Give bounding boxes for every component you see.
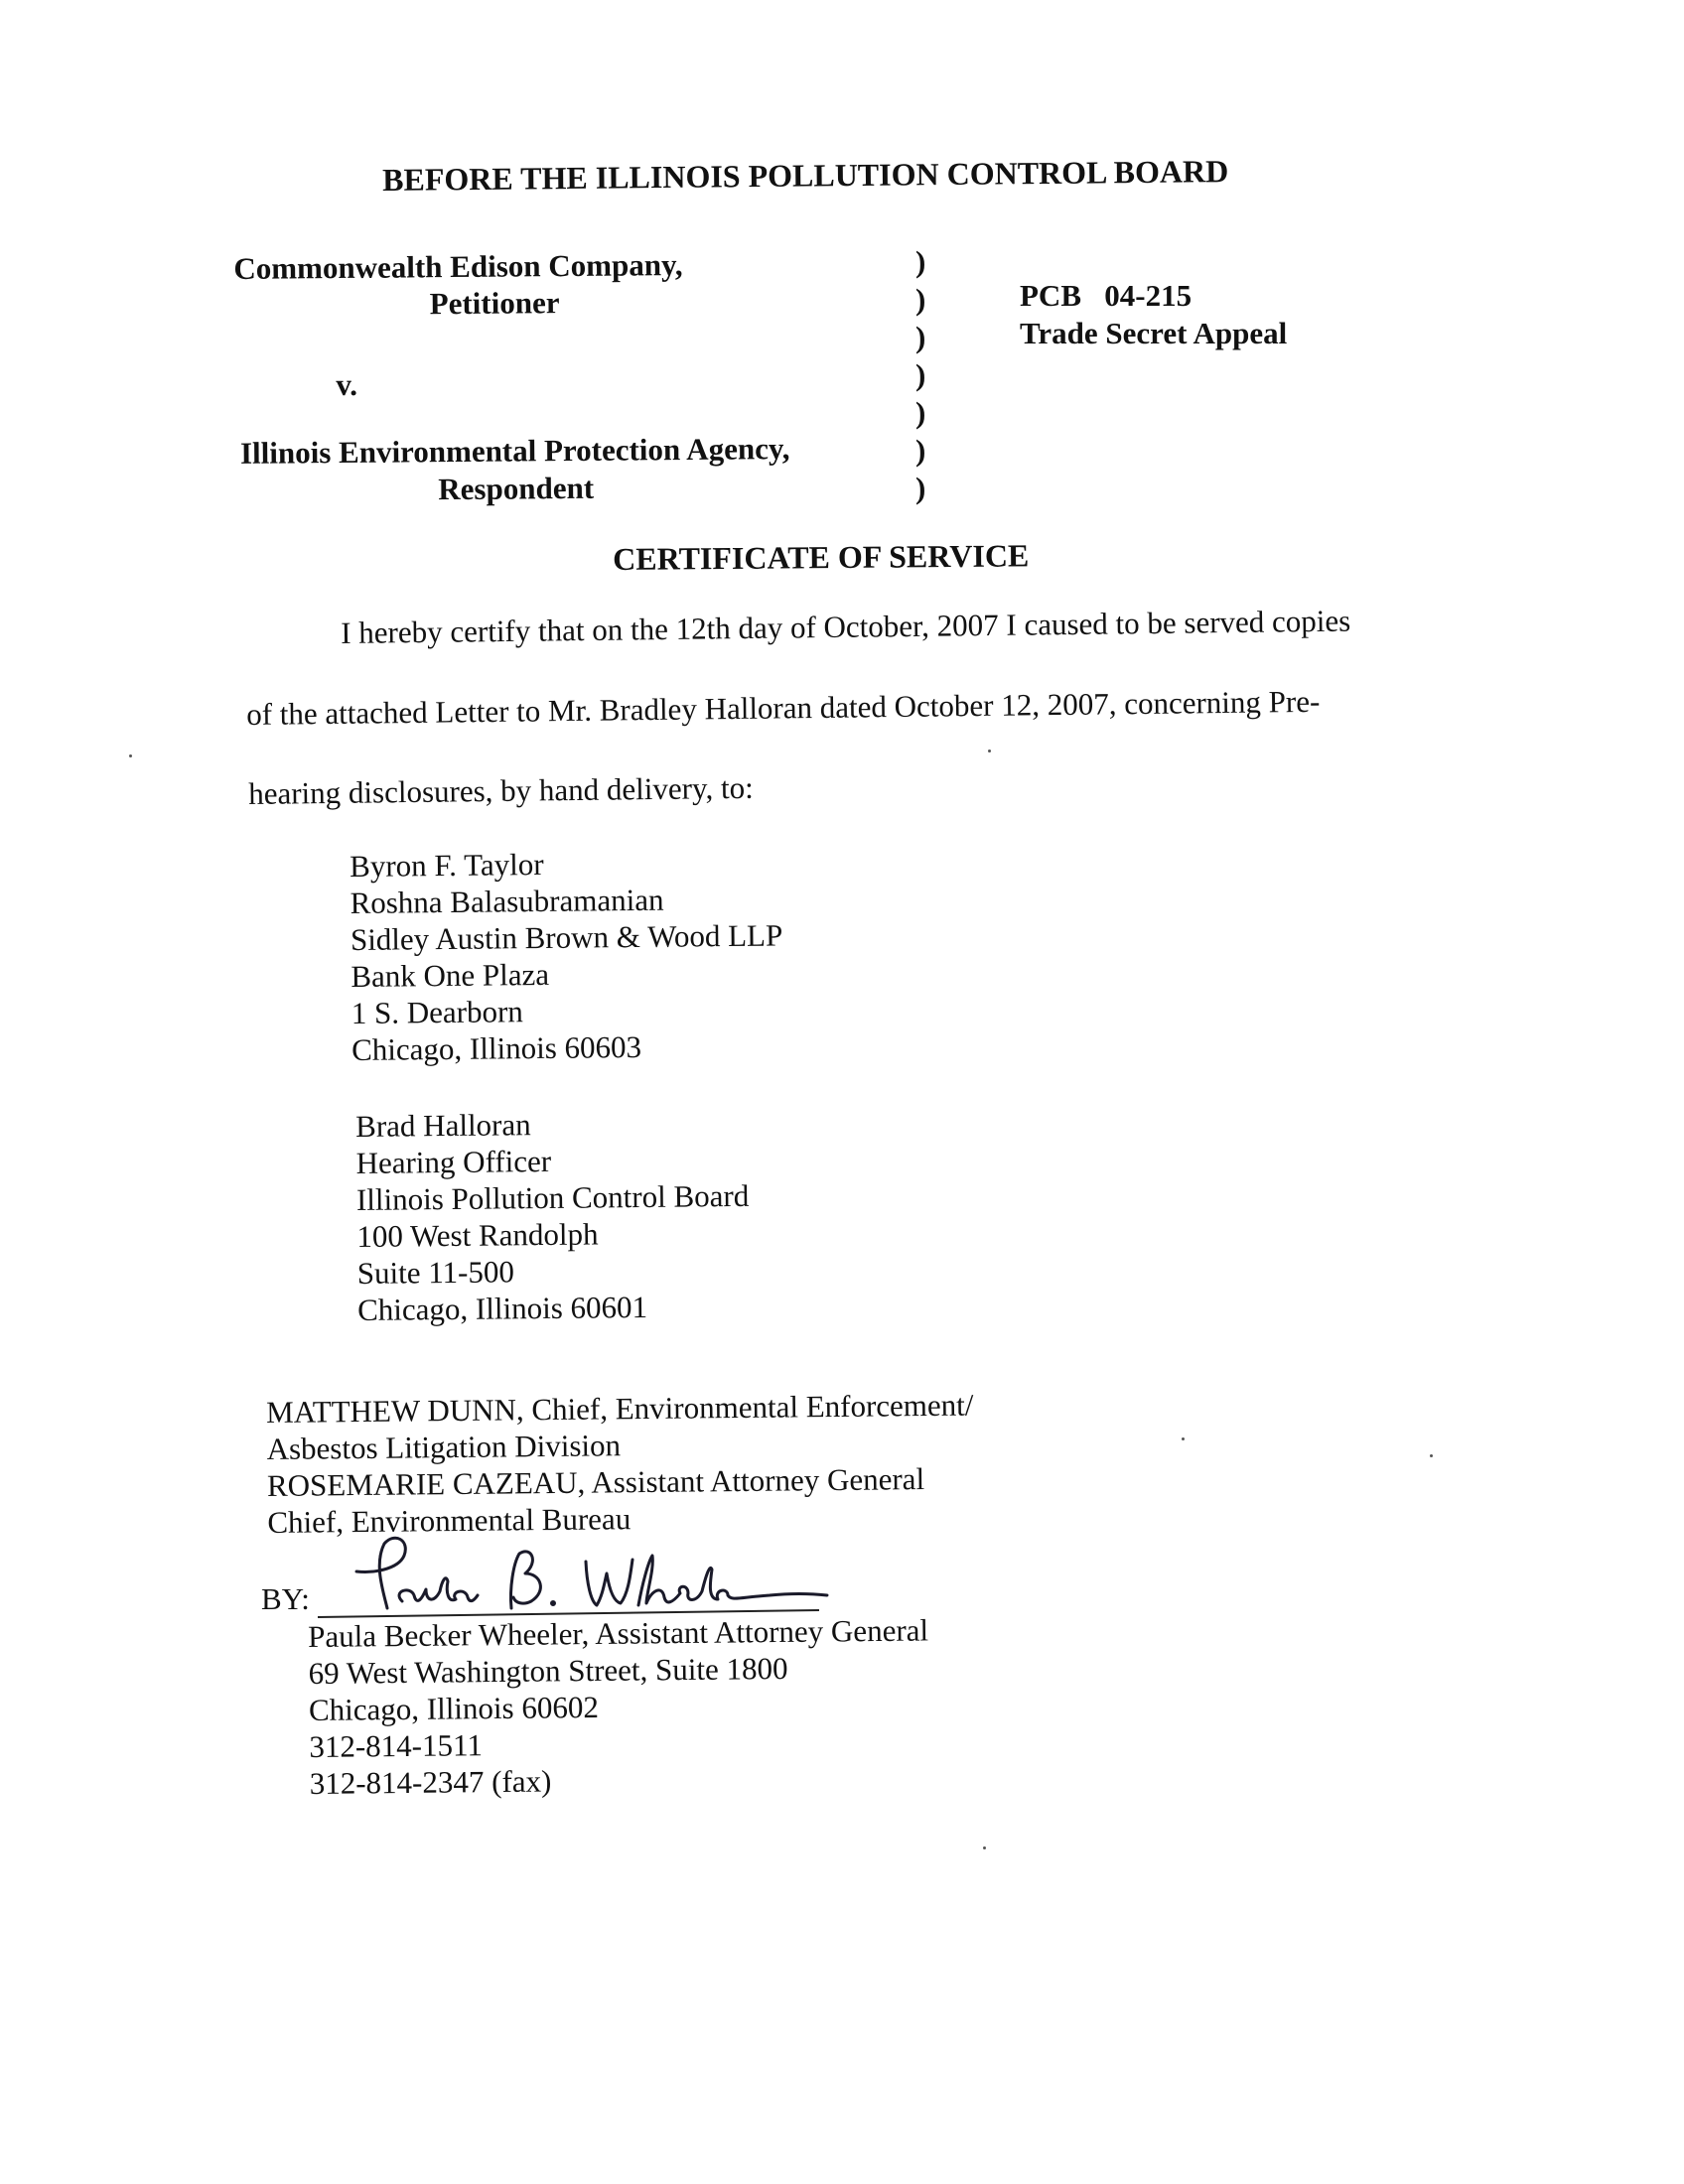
address-line: Suite 11-500 [356, 1254, 515, 1291]
signer-details [308, 1611, 930, 1802]
signatory-line: ROSEMARIE CAZEAU, Assistant Attorney General [266, 1461, 925, 1503]
address-line: Brad Halloran [355, 1107, 531, 1144]
body-line: hearing disclosures, by hand delivery, to: [248, 769, 754, 811]
signatory-line: Asbestos Litigation Division [266, 1428, 622, 1466]
body-line: I hereby certify that on the 12th day of October, 2007 I caused to be served copies [341, 603, 1351, 650]
scan-speck [1182, 1437, 1185, 1440]
caption-paren: ) [915, 471, 926, 505]
caption-paren: ) [915, 320, 926, 354]
signer-line: Chicago, Illinois 60602 [308, 1689, 600, 1727]
address-line: 100 West Randolph [356, 1216, 599, 1254]
document-heading: BEFORE THE ILLINOIS POLLUTION CONTROL BOARD [382, 153, 1229, 198]
caption-paren: ) [915, 395, 926, 430]
address-line: Sidley Austin Brown & Wood LLP [350, 917, 783, 957]
scan-speck [1430, 1454, 1433, 1457]
signer-line: 69 West Washington Street, Suite 1800 [308, 1650, 788, 1691]
case-number: PCB 04-215 [1020, 278, 1193, 313]
case-type: Trade Secret Appeal [1020, 316, 1288, 350]
address-line: Bank One Plaza [351, 956, 550, 994]
signer-line: Paula Becker Wheeler, Assistant Attorney General [308, 1612, 929, 1654]
scan-speck [988, 750, 991, 752]
address-line: 1 S. Dearborn [351, 994, 523, 1030]
versus-label: v. [336, 366, 358, 403]
body-line: of the attached Letter to Mr. Bradley Halloran dated October 12, 2007, concerning Pre- [246, 683, 1321, 732]
signatory-line: Chief, Environmental Bureau [267, 1501, 632, 1540]
signer-line: 312-814-1511 [309, 1727, 484, 1764]
address-line: Illinois Pollution Control Board [355, 1177, 750, 1217]
address-line: Chicago, Illinois 60603 [351, 1028, 642, 1067]
address-line: Hearing Officer [355, 1143, 552, 1180]
scan-speck [129, 754, 132, 757]
scan-speck [983, 1846, 986, 1849]
address-line: Roshna Balasubramanian [350, 882, 664, 920]
address-line: Byron F. Taylor [350, 846, 544, 884]
respondent-name: Illinois Environmental Protection Agency, [239, 431, 790, 471]
caption-paren: ) [915, 282, 926, 317]
caption-paren: ) [915, 357, 926, 392]
caption-paren: ) [915, 433, 926, 468]
signatory-line: MATTHEW DUNN, Chief, Environmental Enforcement/ [266, 1387, 974, 1430]
certificate-title: CERTIFICATE OF SERVICE [613, 537, 1030, 577]
signatory-block [266, 1387, 975, 1541]
respondent-role: Respondent [438, 470, 595, 507]
case-info [1020, 277, 1287, 352]
recipient-address [350, 843, 784, 1068]
petitioner-role: Petitioner [429, 285, 560, 322]
by-label: BY: [261, 1581, 310, 1616]
recipient-address [355, 1104, 751, 1328]
signer-line: 312-814-2347 (fax) [309, 1763, 552, 1801]
petitioner-name: Commonwealth Edison Company, [233, 247, 683, 286]
address-line: Chicago, Illinois 60601 [356, 1289, 648, 1327]
caption-paren: ) [915, 244, 926, 279]
